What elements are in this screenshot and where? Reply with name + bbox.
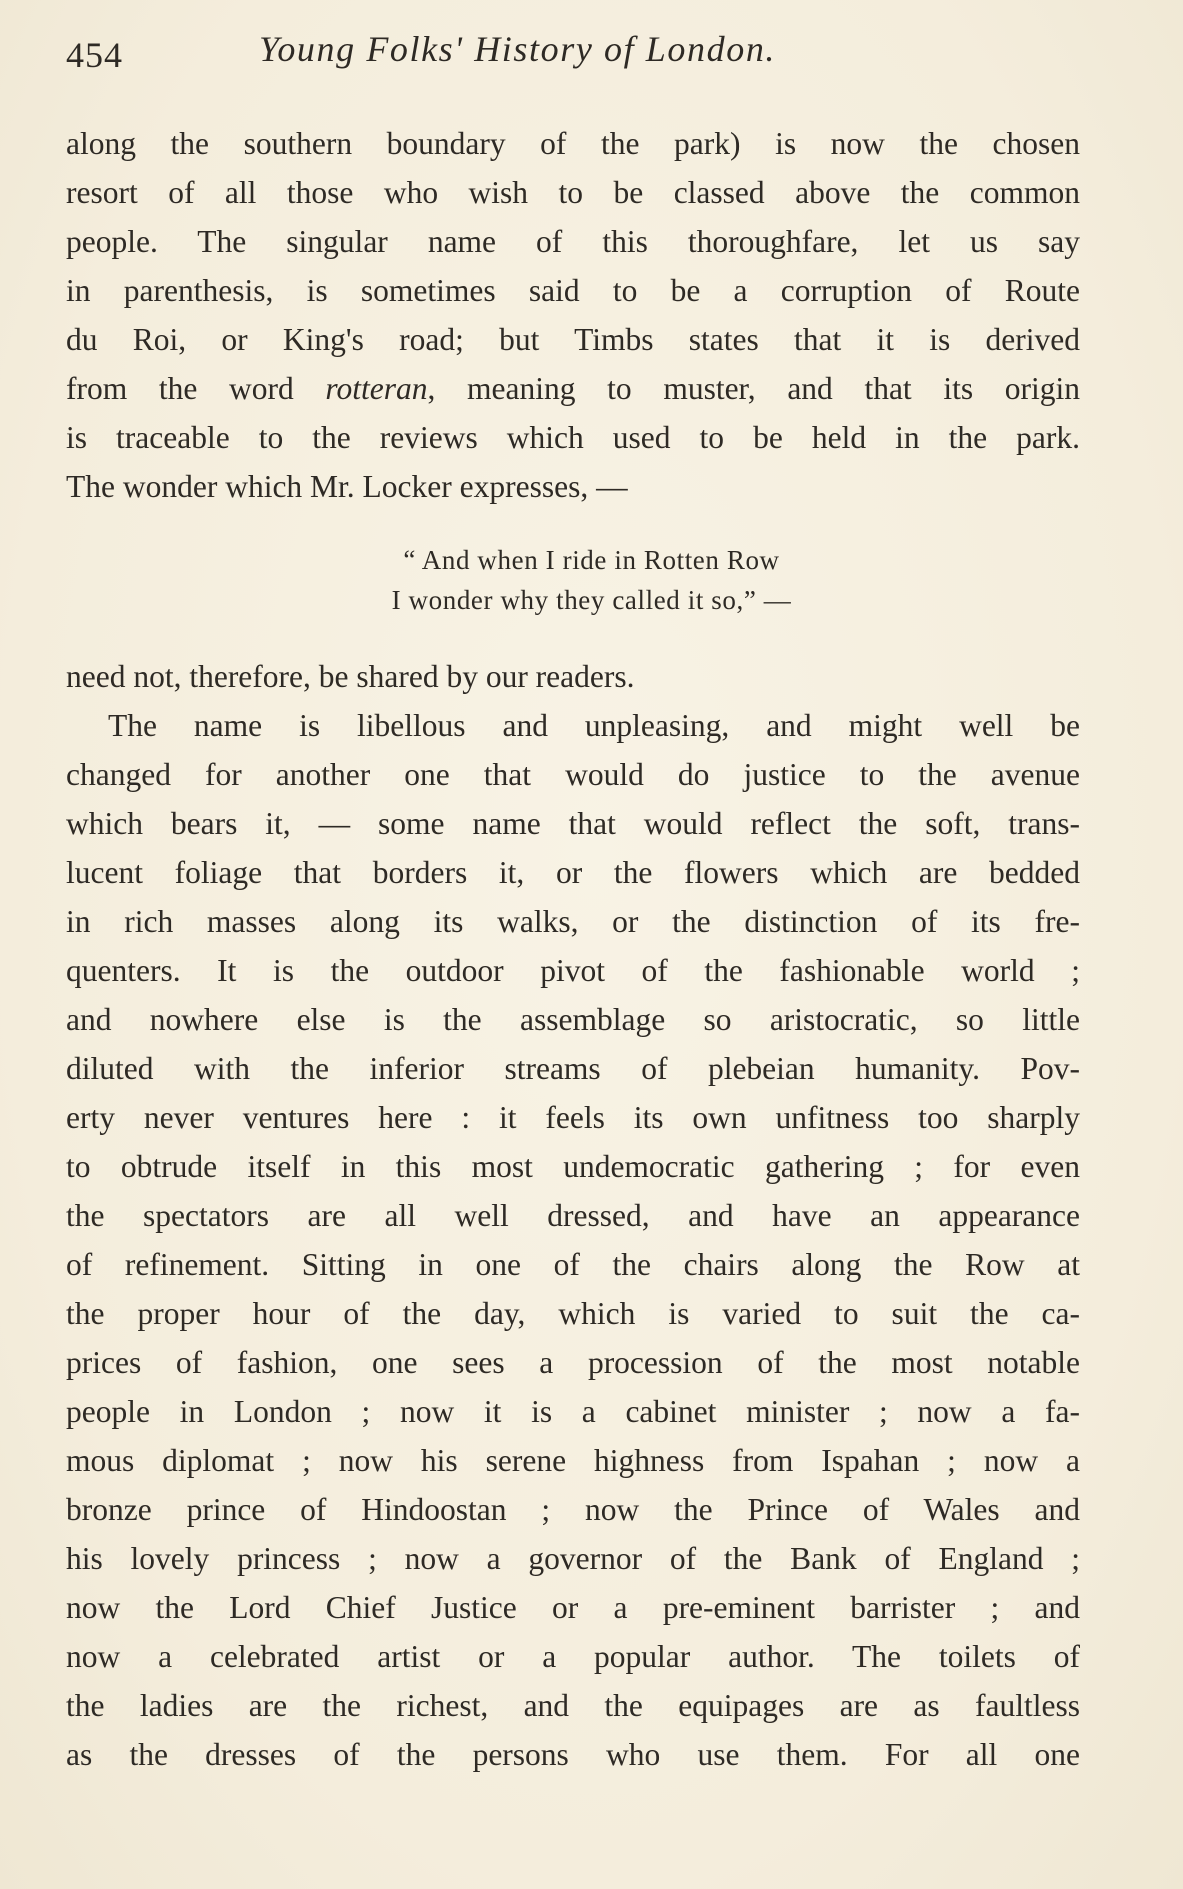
text-line: erty never ventures here : it feels its own unfitness too sharply	[66, 1100, 1080, 1135]
text-line: changed for another one that would do justice to the avenue	[66, 757, 1080, 792]
text-line: of refinement. Sitting in one of the chairs along the Row at	[66, 1247, 1080, 1282]
text-line: as the dresses of the persons who use them. For all one	[66, 1737, 1080, 1772]
text-line: is traceable to the reviews which used to be held in the park.	[66, 420, 1080, 455]
text-line: need not, therefore, be shared by our readers.	[66, 659, 635, 694]
text-line: the spectators are all well dressed, and have an appearance	[66, 1198, 1080, 1233]
text-line: prices of fashion, one sees a procession of the most notable	[66, 1345, 1080, 1380]
text-line: quenters. It is the outdoor pivot of the fashionable world ;	[66, 953, 1080, 988]
text-line	[66, 364, 1080, 413]
text-line: now a celebrated artist or a popular author. The toilets of	[66, 1639, 1080, 1674]
text-line: which bears it, — some name that would reflect the soft, trans-	[66, 806, 1080, 841]
page-number: 454	[66, 35, 123, 75]
text-line: his lovely princess ; now a governor of the Bank of England ;	[66, 1541, 1080, 1576]
text-line: people. The singular name of this thoroughfare, let us say	[66, 224, 1080, 259]
text-line: lucent foliage that borders it, or the flowers which are bedded	[66, 855, 1080, 890]
paragraph-1	[66, 119, 1080, 511]
text-line: along the southern boundary of the park) is now the chosen	[66, 126, 1080, 161]
running-title: Young Folks' History of London.	[259, 29, 777, 69]
verse-quotation	[0, 540, 1183, 620]
paragraph-3	[66, 701, 1080, 1779]
text-line: and nowhere else is the assemblage so aristocratic, so little	[66, 1002, 1080, 1037]
text-line: in rich masses along its walks, or the distinction of its fre-	[66, 904, 1080, 939]
text-line: to obtrude itself in this most undemocratic gathering ; for even	[66, 1149, 1080, 1184]
text-segment: , meaning to muster, and that its origin	[427, 371, 1080, 406]
text-line: now the Lord Chief Justice or a pre-eminent barrister ; and	[66, 1590, 1080, 1625]
text-line: resort of all those who wish to be classed above the common	[66, 175, 1080, 210]
text-line: in parenthesis, is sometimes said to be a corruption of Route	[66, 273, 1080, 308]
text-segment: from the word	[66, 371, 326, 406]
text-line: people in London ; now it is a cabinet minister ; now a fa-	[66, 1394, 1080, 1429]
verse-line: “ And when I ride in Rotten Row	[403, 545, 780, 575]
text-line: du Roi, or King's road; but Timbs states that it is derived	[66, 322, 1080, 357]
text-line: The wonder which Mr. Locker expresses, —	[66, 469, 628, 504]
text-line: diluted with the inferior streams of plebeian humanity. Pov-	[66, 1051, 1080, 1086]
text-line: bronze prince of Hindoostan ; now the Prince of Wales and	[66, 1492, 1080, 1527]
page-header	[66, 28, 1066, 88]
text-line: the ladies are the richest, and the equipages are as faultless	[66, 1688, 1080, 1723]
text-line: The name is libellous and unpleasing, and might well be	[108, 708, 1080, 743]
paragraph-2	[66, 652, 1080, 701]
verse-line: I wonder why they called it so,” —	[391, 585, 792, 615]
text-line: the proper hour of the day, which is varied to suit the ca-	[66, 1296, 1080, 1331]
italic-word: rotteran	[325, 371, 428, 406]
text-line: mous diplomat ; now his serene highness from Ispahan ; now a	[66, 1443, 1080, 1478]
